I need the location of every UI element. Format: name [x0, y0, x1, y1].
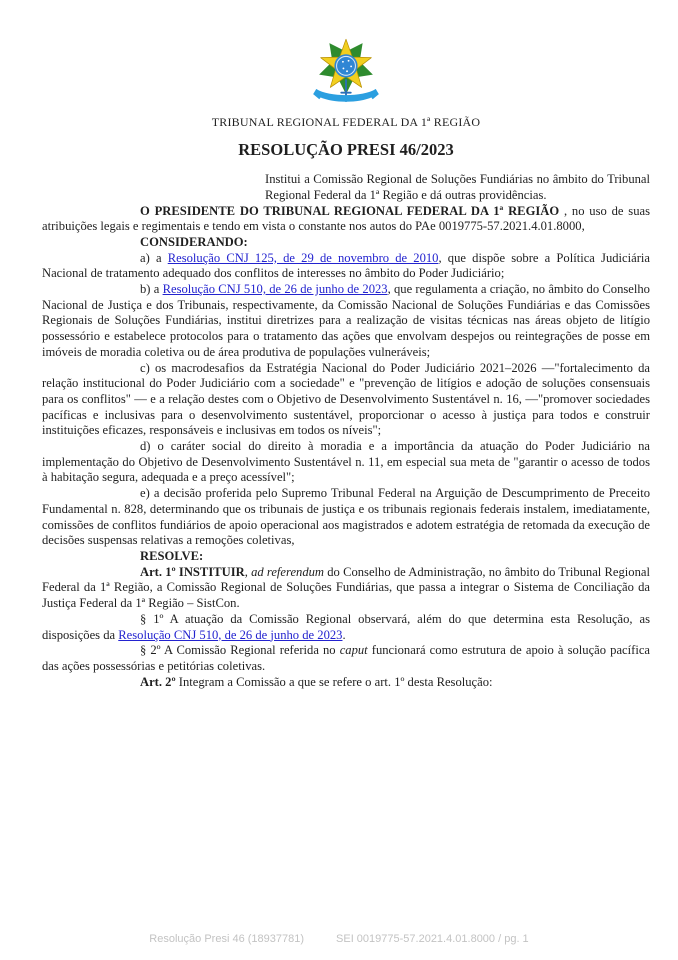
article-1: [42, 565, 650, 612]
brazil-coat-of-arms: [307, 34, 385, 108]
document-link[interactable]: Resolução CNJ 510, de 26 de junho de 2023: [162, 282, 388, 297]
considerando-item-a: [42, 251, 650, 282]
southern-cross-star: [350, 65, 352, 67]
text-run: b) a: [140, 282, 163, 297]
preamble-paragraph: [42, 204, 650, 235]
text-run: funcionará como estrutura de apoio à solução pacífica das ações possessórias e petitórias coletivas.: [42, 643, 650, 673]
text-run: , no uso de suas atribuições legais e regimentais e tendo em vista o constante nos autos do PAe 0019775-57.2021.4.01.8000,: [42, 203, 650, 234]
text-run: .: [342, 627, 346, 642]
considerando-item-d: [42, 439, 650, 486]
bold-text-run: Art. 2º: [140, 674, 176, 689]
footer-sei-ref: SEI 0019775-57.2021.4.01.8000 / pg. 1: [336, 933, 529, 946]
footer-document-ref: Resolução Presi 46 (18937781): [149, 933, 305, 946]
celestial-sphere: [334, 54, 357, 77]
article-1-paragraph-2: [42, 643, 650, 674]
considerando-item-e: [42, 486, 650, 549]
southern-cross-star: [343, 68, 345, 70]
text-run: a) a: [140, 250, 168, 265]
text-run: d) o caráter social do direito à moradia e a importância da atuação do Poder Judiciário na implementação do Objetivo de Desenvolvimento Sustentável n. 11, em especial sua meta de "garantir o acesso de todos à habitação segura, adequada e a preço acessível";: [42, 439, 650, 485]
text-run: do Conselho de Administração, no âmbito do Tribunal Regional Federal da 1ª Região, a Comissão Regional de Soluções Fundiárias, que passa a integrar o Sistema de Conciliação da Justiça Federal da 1ª Região – SistCon.: [42, 564, 650, 611]
considerando-item-b: [42, 282, 650, 361]
italic-text-run: caput: [339, 643, 368, 658]
southern-cross-star: [346, 70, 348, 72]
article-2: [42, 675, 650, 691]
bold-text-run: O PRESIDENTE DO TRIBUNAL REGIONAL FEDERAL DA 1ª REGIÃO: [140, 203, 560, 218]
southern-cross-star: [342, 61, 344, 63]
text-run: , que dispõe sobre a Política Judiciária Nacional de tratamento adequado dos conflitos de interesses no âmbito do Poder Judiciário;: [42, 250, 651, 281]
resolve-heading: RESOLVE:: [140, 548, 204, 563]
considerando-heading: CONSIDERANDO:: [140, 234, 248, 249]
text-run: c) os macrodesafios da Estratégia Nacional do Poder Judiciário 2021–2026 —"fortalecimento da relação institucional do Poder Judiciário com a sociedade" e "prevenção de litígios e adoção de soluções consensuais para os conflitos" — e a relação destes com o Objetivo de Desenvolvimento Sustentável n. 16, —"promover sociedades pacíficas e inclusivas para o desenvolvimento sustentável, proporcionar o acesso à justiça para todos e construir instituições eficazes, responsáveis e inclusivas em todos os níveis";: [42, 360, 650, 438]
document-link[interactable]: Resolução CNJ 125, de 29 de novembro de 2010: [167, 250, 439, 265]
sword-crossguard: [340, 92, 351, 94]
court-name: TRIBUNAL REGIONAL FEDERAL DA 1ª REGIÃO: [211, 114, 481, 129]
text-run: Integram a Comissão a que se refere o art. 1º desta Resolução:: [175, 674, 493, 689]
epigraph: Institui a Comissão Regional de Soluções Fundiárias no âmbito do Tribunal Regional Federal da 1ª Região e dá outras providências.: [265, 172, 650, 202]
document-header: [42, 34, 650, 158]
bold-text-run: Art. 1º INSTITUIR: [140, 564, 245, 579]
article-1-paragraph-1: [42, 612, 650, 643]
page-footer: [0, 932, 678, 948]
document-link[interactable]: Resolução CNJ 510, de 26 de junho de 2023: [118, 627, 343, 642]
southern-cross-star: [348, 60, 350, 62]
text-run: , que regulamenta a criação, no âmbito do Conselho Nacional de Justiça e dos Tribunais, respectivamente, da Comissão Nacional de Soluções Fundiárias e das Comissões Regionais de Soluções Fundiárias, institui diretrizes para a realização de visitas técnicas nas áreas objeto de litígio possessório e estabelece protocolos para o tratamento das ações que envolvam despejos ou reintegrações de posse em imóveis de moradia coletiva ou de área produtiva de populações vulneráveis;: [42, 282, 650, 359]
document-title: RESOLUÇÃO PRESI 46/2023: [238, 140, 454, 160]
italic-text-run: ad referendum: [251, 564, 325, 579]
text-run: e) a decisão proferida pelo Supremo Tribunal Federal na Arguição de Descumprimento de Preceito Fundamental n. 828, determinando que os tribunais de justiça e os tribunais regionais federais instalem, imediatamente, comissões de conflitos fundiários de apoio operacional aos magistrados e adotem estratégia de retomada da execução de decisões suspensas relativas a remoções coletivas,: [42, 486, 650, 548]
considerando-item-c: [42, 361, 650, 440]
text-run: § 2º A Comissão Regional referida no: [140, 643, 340, 658]
text-run: § 1º A atuação da Comissão Regional observará, além do que determina esta Resolução, as disposições da: [42, 611, 650, 642]
text-run: ,: [244, 564, 252, 579]
